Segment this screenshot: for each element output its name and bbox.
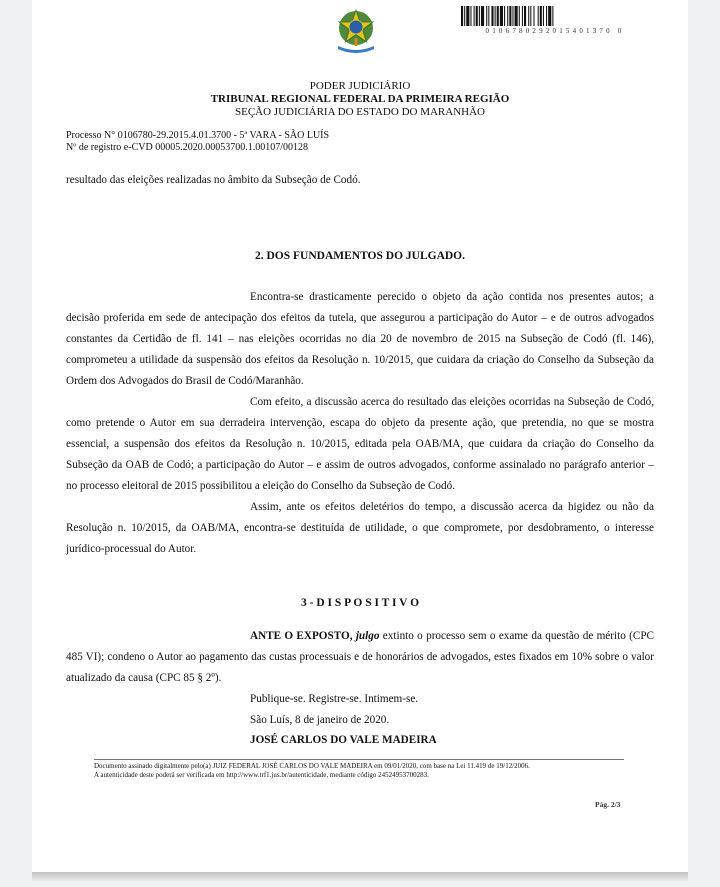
barcode-bar — [500, 6, 503, 26]
digital-signature-note: Documento assinado digitalmente pelo(a) JUIZ FEDERAL JOSÉ CARLOS DO VALE MADEIRA em 09/01/2020, com base na Lei 11.419 de 19/12/2006. — [94, 762, 530, 770]
barcode-bar — [540, 6, 542, 26]
barcode-bar — [464, 6, 465, 26]
publish-line: Publique-se. Registre-se. Intimem-se. — [250, 693, 419, 705]
header-line-3: SEÇÃO JUDICIÁRIA DO ESTADO DO MARANHÃO — [235, 106, 485, 118]
barcode-bar — [504, 6, 505, 26]
dispositivo-rest: extinto o processo sem o exame da questão de mérito (CPC 485 VI); condeno o Autor ao pagamento das custas processuais e de honorários de advogados, estes fixados em 10% sobre o valor atualizado da causa (CPC 85 § 2º). — [66, 630, 655, 684]
dispositivo-lead: ANTE O EXPOSTO, — [250, 630, 353, 642]
barcode-bar — [466, 6, 469, 26]
barcode-bar — [548, 6, 551, 26]
footer-divider — [94, 759, 624, 760]
registry-number: Nº de registro e-CVD 00005.2020.00053700.1.00107/00128 — [66, 142, 308, 153]
barcode-bar — [530, 6, 531, 26]
barcode-bar — [538, 6, 539, 26]
document-page — [32, 0, 688, 872]
authenticity-note: A autenticidade deste poderá ser verificada em http://www.trf1.jus.br/autenticidade, mediante código 24524953700283. — [94, 771, 429, 779]
barcode-bar — [486, 6, 487, 26]
barcode-bar — [497, 6, 499, 26]
barcode-bar — [479, 6, 480, 26]
barcode-bar — [522, 6, 523, 26]
barcode-bar — [546, 6, 547, 26]
header-line-2: TRIBUNAL REGIONAL FEDERAL DA PRIMEIRA REGIÃO — [210, 93, 510, 105]
barcode-number: 0106780292015401370 0 — [485, 27, 625, 35]
paragraph: Assim, ante os efeitos deletérios do tempo, a discussão acerca da higidez ou não da Resolução n. 10/2015, da OAB/MA, encontra-se destituída de utilidade, o que compromete, por desdobramento, o interesse jurídico-processual do Autor. — [66, 501, 654, 555]
continuation-text: resultado das eleições realizadas no âmbito da Subseção de Codó. — [66, 174, 361, 186]
header-line-1: PODER JUDICIÁRIO — [309, 80, 411, 92]
barcode-bar — [515, 6, 518, 26]
barcode-bar — [507, 6, 508, 26]
barcode-bar — [491, 6, 493, 26]
barcode-bar — [512, 6, 513, 26]
barcode-bar — [488, 6, 489, 26]
section-3-title: 3 - D I S P O S I T I V O — [300, 597, 420, 609]
page-number: Pág. 2/3 — [595, 800, 621, 809]
barcode-bar — [519, 6, 520, 26]
page-shadow — [32, 872, 688, 882]
fundamentos-body — [66, 287, 654, 560]
section-2-title: 2. DOS FUNDAMENTOS DO JULGADO. — [255, 250, 465, 262]
paragraph: Com efeito, a discussão acerca do resultado das eleições ocorridas na Subseção de Codó, como pretende o Autor em sua derradeira intervenção, escapa do objeto da presente ação, que pretendia, no que se mostra essencial, a suspensão dos efeitos da Resolução n. 10/2015, editada pela OAB/MA, que cuidara da criação do Conselho da Subseção da OAB de Codó; a participação do Autor – e assim de outros advogados, conforme assinalado no parágrafo anterior – no processo eleitoral de 2015 possibilitou a eleição do Conselho da Subseção de Codó. — [66, 396, 654, 492]
barcode — [457, 6, 653, 26]
barcode-bar — [476, 6, 478, 26]
barcode-bar — [461, 6, 463, 26]
process-number: Processo N° 0106780-29.2015.4.01.3700 - 5ª VARA - SÃO LUÍS — [66, 130, 330, 141]
dispositivo-paragraph — [66, 626, 654, 689]
brazil-coat-of-arms-icon — [334, 8, 378, 56]
signature-footer — [94, 762, 624, 780]
barcode-bar — [474, 6, 475, 26]
barcode-bar — [481, 6, 484, 26]
barcode-bar — [528, 6, 529, 26]
barcode-bar — [509, 6, 511, 26]
barcode-bar — [552, 6, 553, 26]
place-date: São Luís, 8 de janeiro de 2020. — [250, 714, 390, 726]
dispositivo-verb: julgo — [355, 630, 380, 642]
barcode-bar — [524, 6, 526, 26]
barcode-bar — [533, 6, 534, 26]
paragraph: Encontra-se drasticamente perecido o objeto da ação contida nos presentes autos; a decisão proferida em sede de antecipação dos efeitos da tutela, que assegurou a participação do Autor – e de outros advogados constantes da Certidão de fl. 141 – nas eleições ocorridas no dia 20 de novembro de 2015 na Subseção de Codó (fl. 146), comprometeu a utilidade da suspensão dos efeitos da Resolução n. 10/2015, que cuidara da criação do Conselho da Subseção da Ordem dos Advogados do Brasil de Codó/Maranhão. — [66, 291, 654, 387]
signer-name: JOSÉ CARLOS DO VALE MADEIRA — [250, 734, 437, 746]
barcode-bar — [495, 6, 496, 26]
barcode-bar — [543, 6, 544, 26]
barcode-bar — [470, 6, 471, 26]
